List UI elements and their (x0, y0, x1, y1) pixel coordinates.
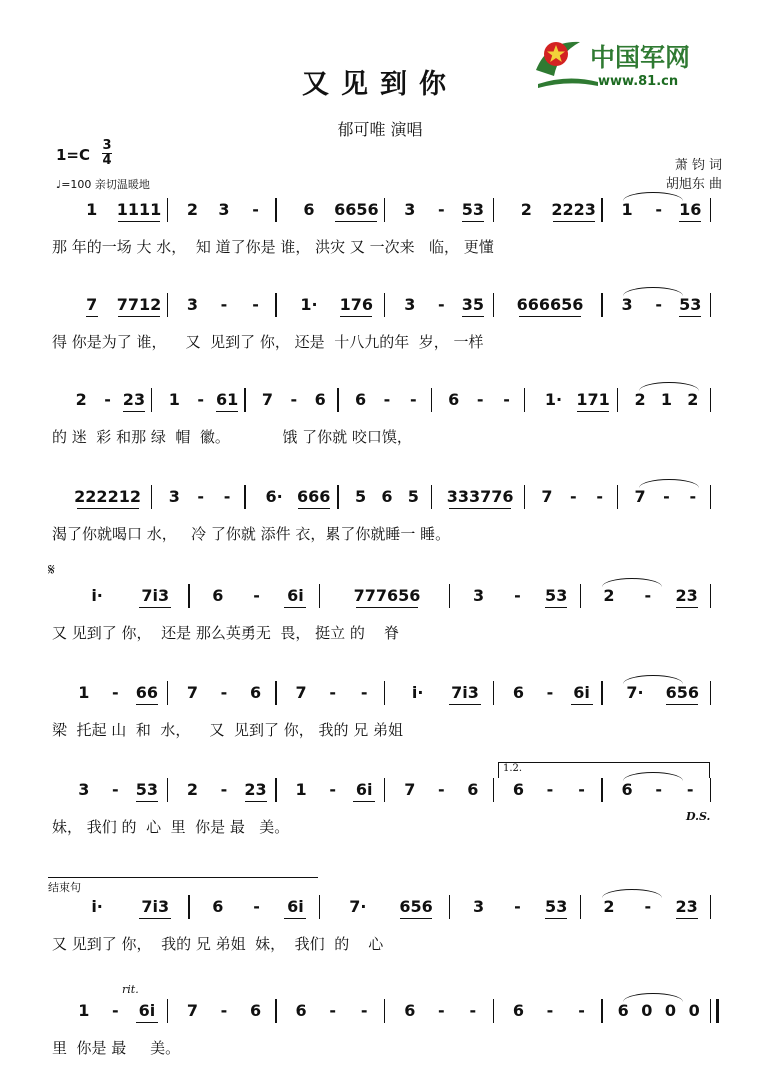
note: 6 (467, 780, 479, 799)
barline (384, 293, 385, 317)
note: 656 (665, 683, 700, 702)
score-row (0, 582, 760, 652)
barline (384, 778, 385, 802)
note: - (252, 295, 259, 314)
note: - (514, 586, 521, 605)
barline (601, 198, 602, 222)
note: - (663, 487, 670, 506)
ritardando-mark: rit. (122, 983, 139, 996)
note: 2 (520, 200, 532, 219)
note: 3 (473, 897, 485, 916)
barline (493, 198, 494, 222)
note: - (578, 780, 585, 799)
note: 53 (135, 780, 159, 799)
note: 171 (576, 390, 610, 409)
note: 2 (603, 586, 615, 605)
note: 6656 (334, 200, 379, 219)
singer-credit: 郁可唯 演唱 (337, 120, 423, 139)
barline (244, 485, 245, 509)
score-row (0, 291, 760, 361)
beam-line (284, 607, 306, 608)
note: - (220, 683, 228, 702)
notation-line (0, 679, 760, 709)
note: 222212 (74, 487, 141, 506)
note: 3 (78, 780, 90, 799)
notation-line (0, 196, 760, 226)
note: 0 (688, 1001, 700, 1020)
note: 23 (244, 780, 267, 799)
slur (623, 675, 683, 684)
note: - (253, 586, 260, 605)
note: 7 (86, 295, 98, 314)
note: - (438, 200, 445, 219)
beam-line (123, 411, 145, 412)
note: - (546, 1001, 554, 1020)
note: - (112, 780, 119, 799)
barline (710, 895, 711, 919)
note: 53 (545, 897, 568, 916)
note: - (655, 200, 662, 219)
note: - (383, 390, 391, 409)
note: 6i (287, 586, 304, 605)
time-signature-top: 3 (102, 138, 112, 153)
note: 61 (215, 390, 239, 409)
barline (275, 293, 276, 317)
dal-segno-mark: D.S. (686, 810, 711, 823)
barline (275, 198, 276, 222)
note: 176 (339, 295, 374, 314)
note: - (253, 897, 260, 916)
note: - (644, 586, 652, 605)
barline (337, 485, 338, 509)
score-row (0, 196, 760, 266)
note: - (546, 780, 554, 799)
note: 7 (261, 390, 274, 409)
barline (601, 681, 602, 705)
time-signature (102, 140, 112, 167)
note: - (578, 1001, 585, 1020)
note: 777656 (353, 586, 421, 605)
note: 666656 (516, 295, 584, 314)
note: - (655, 295, 662, 314)
barline (524, 388, 525, 412)
barline (617, 388, 618, 412)
note: - (569, 487, 577, 506)
barline (431, 485, 432, 509)
barline (151, 388, 152, 412)
beam-line (340, 316, 372, 317)
beam-line (136, 801, 158, 802)
note: - (329, 1001, 336, 1020)
score-row (0, 679, 760, 749)
note: 66 (135, 683, 159, 702)
slur (623, 287, 683, 296)
beam-line (676, 607, 698, 608)
slur (639, 382, 699, 391)
note: - (596, 487, 603, 506)
beam-line (545, 607, 567, 608)
note: - (438, 1001, 445, 1020)
note: 0 (641, 1001, 653, 1020)
lyric-line: 又 见到了 你， 我的 兄 弟姐 妹， 我们 的 心 (52, 935, 384, 953)
note: 7 (404, 780, 416, 799)
logo-url: www.81.cn (598, 74, 679, 89)
note: 6 (512, 1001, 525, 1020)
note: 6 (512, 780, 525, 799)
logo-name: 中国军网 (590, 43, 691, 72)
note: 3 (168, 487, 180, 506)
note: 1· (300, 295, 318, 314)
beam-line (449, 704, 481, 705)
note: 23 (675, 897, 698, 916)
beam-line (335, 221, 377, 222)
lyric-line: 里 你是 最 美。 (52, 1039, 181, 1057)
beam-line (676, 918, 698, 919)
barline (167, 999, 168, 1023)
beam-line (462, 221, 484, 222)
barline (524, 485, 525, 509)
composer-credit: 胡旭东 曲 (665, 177, 722, 192)
ending-section-label: 结束句 (48, 877, 318, 895)
note: 3 (186, 295, 199, 314)
beam-line (400, 918, 432, 919)
beam-line (553, 221, 595, 222)
barline (493, 681, 494, 705)
notation-line (0, 483, 760, 513)
note: 7i3 (141, 897, 170, 916)
note: - (220, 780, 228, 799)
notation-line (0, 386, 760, 416)
beam-line (679, 316, 701, 317)
note: 1 (78, 683, 90, 702)
note: 6 (448, 390, 460, 409)
note: 2 (603, 897, 615, 916)
note: 0 (664, 1001, 677, 1020)
note: - (223, 487, 231, 506)
barline (710, 485, 711, 509)
slur (602, 578, 662, 587)
note: i· (411, 683, 424, 702)
note: 1 (660, 390, 672, 409)
note: 6 (404, 1001, 416, 1020)
beam-line (118, 221, 160, 222)
barline (431, 388, 432, 412)
score-row (0, 776, 760, 846)
note: 1 (295, 780, 307, 799)
note: - (197, 487, 205, 506)
note: 6 (621, 780, 633, 799)
notation-line (0, 893, 760, 923)
note: 3 (621, 295, 633, 314)
note: - (655, 780, 662, 799)
barline (244, 388, 245, 412)
beam-line (216, 411, 238, 412)
beam-line (462, 316, 484, 317)
barline (601, 999, 602, 1023)
note: 7· (349, 897, 367, 916)
note: 6 (249, 1001, 262, 1020)
note: 6 (355, 390, 367, 409)
beam-line (139, 607, 171, 608)
slur (623, 993, 683, 1002)
note: - (360, 1001, 368, 1020)
note: - (329, 683, 336, 702)
note: 6 (381, 487, 393, 506)
note: 1 (621, 200, 633, 219)
note: 5 (355, 487, 367, 506)
beam-line (139, 918, 171, 919)
note: 7 (186, 1001, 199, 1020)
barline (710, 681, 711, 705)
score-row (0, 483, 760, 553)
barline (275, 999, 276, 1023)
notation-line (0, 291, 760, 321)
barline (167, 198, 168, 222)
barline (319, 584, 320, 608)
note: - (438, 295, 445, 314)
note: 6 (303, 200, 315, 219)
lyric-line: 得 你是为了 谁， 又 见到了 你， 还是 十八九的年 岁， 一样 (52, 333, 484, 351)
note: 6i (287, 897, 304, 916)
note: 2 (75, 390, 87, 409)
score-row (0, 893, 760, 963)
note: - (503, 390, 510, 409)
note: - (469, 1001, 477, 1020)
notation-line (0, 582, 760, 612)
note: - (290, 390, 298, 409)
beam-line (449, 508, 511, 509)
lyric-line: 的 迷 彩 和那 绿 帽 徽。 饿 了你就 咬口馍， (52, 428, 412, 446)
note: 7712 (116, 295, 162, 314)
barline (617, 485, 618, 509)
note: 53 (545, 586, 568, 605)
beam-line (353, 801, 375, 802)
note: 7· (626, 683, 644, 702)
note: 16 (679, 200, 702, 219)
note: - (104, 390, 111, 409)
volta-label: 1.2. (503, 763, 523, 774)
barline (710, 198, 711, 222)
notation-line (0, 997, 760, 1027)
note: 2 (186, 200, 199, 219)
note: 1111 (116, 200, 162, 219)
note: - (329, 780, 336, 799)
beam-line (679, 221, 701, 222)
lyric-line: 梁 托起 山 和 水， 又 见到了 你， 我的 兄 弟姐 (52, 721, 404, 739)
barline (167, 293, 168, 317)
note: 1 (78, 1001, 90, 1020)
barline (493, 999, 494, 1023)
lyric-line: 妹， 我们 的 心 里 你是 最 美。 (52, 818, 290, 836)
note: 2 (186, 780, 199, 799)
barline (710, 778, 711, 802)
note: 7 (634, 487, 646, 506)
note: - (689, 487, 697, 506)
note: i· (91, 897, 103, 916)
note: - (360, 683, 368, 702)
note: 2223 (551, 200, 596, 219)
note: - (220, 295, 228, 314)
beam-line (118, 316, 160, 317)
barline (384, 681, 385, 705)
note: 7i3 (141, 586, 170, 605)
note: - (514, 897, 521, 916)
note: 3 (404, 200, 416, 219)
score-row (0, 997, 760, 1067)
final-barline (716, 999, 719, 1023)
note: 6 (295, 1001, 307, 1020)
barline (151, 485, 152, 509)
note: - (252, 200, 259, 219)
note: - (410, 390, 417, 409)
barline (167, 681, 168, 705)
note: - (546, 683, 554, 702)
note: 6 (212, 586, 224, 605)
note: 23 (122, 390, 146, 409)
note: - (197, 390, 205, 409)
note: 5 (407, 487, 419, 506)
barline (449, 584, 450, 608)
barline (167, 778, 168, 802)
barline (449, 895, 450, 919)
note: 2 (634, 390, 646, 409)
barline (601, 778, 602, 802)
note: - (112, 683, 119, 702)
lyricist-credit: 萧 钧 词 (674, 158, 722, 173)
note: 1 (86, 200, 98, 219)
barline (710, 584, 711, 608)
note: 666 (296, 487, 331, 506)
note: 6 (617, 1001, 629, 1020)
barline (319, 895, 320, 919)
lyric-line: 渴了你就喝口 水， 冷 了你就 添件 衣，累了你就睡一 睡。 (52, 525, 451, 543)
note: 656 (399, 897, 433, 916)
note: 6i (355, 780, 373, 799)
barline (275, 681, 276, 705)
song-title: 又见到你 (302, 69, 458, 100)
beam-line (571, 704, 593, 705)
beam-line (298, 508, 330, 509)
note: - (686, 780, 694, 799)
note: - (438, 780, 445, 799)
barline (337, 388, 338, 412)
note: 3 (404, 295, 416, 314)
note: 23 (675, 586, 698, 605)
tempo-marking: ♩=100 亲切温暖地 (56, 178, 150, 191)
barline (601, 293, 602, 317)
barline (188, 584, 189, 608)
beam-line (77, 508, 139, 509)
note: i· (91, 586, 103, 605)
barline (188, 895, 189, 919)
note: - (644, 897, 652, 916)
beam-line (245, 801, 267, 802)
beam-line (519, 316, 581, 317)
note: - (112, 1001, 119, 1020)
note: 6 (512, 683, 525, 702)
barline (580, 584, 581, 608)
note: 7i3 (451, 683, 479, 702)
note: - (220, 1001, 228, 1020)
note: 7 (186, 683, 199, 702)
barline (384, 999, 385, 1023)
barline (493, 293, 494, 317)
slur (623, 192, 683, 201)
slur (639, 479, 699, 488)
note: 3 (218, 200, 230, 219)
note: 7 (541, 487, 553, 506)
notation-line (0, 776, 760, 806)
barline (493, 778, 494, 802)
barline (710, 388, 711, 412)
barline (710, 293, 711, 317)
note: 6· (265, 487, 283, 506)
note: 6i (573, 683, 590, 702)
note: 3 (473, 586, 485, 605)
note: 53 (461, 200, 485, 219)
note: 35 (461, 295, 485, 314)
score-row (0, 386, 760, 456)
barline (384, 198, 385, 222)
note: 333776 (446, 487, 514, 506)
lyric-line: 又 见到了 你， 还是 那么英勇无 畏， 挺立 的 脊 (52, 624, 399, 642)
beam-line (545, 918, 567, 919)
beam-line (136, 1022, 158, 1023)
slur (602, 889, 662, 898)
note: 7 (295, 683, 307, 702)
note: 1 (168, 390, 180, 409)
beam-line (86, 316, 98, 317)
note: 6 (249, 683, 262, 702)
beam-line (136, 704, 158, 705)
note: 6i (138, 1001, 156, 1020)
time-signature-bottom: 4 (102, 153, 112, 168)
key-signature: 1=C (56, 146, 91, 164)
beam-line (666, 704, 698, 705)
note: 1· (544, 390, 563, 409)
barline (275, 778, 276, 802)
note: 6 (212, 897, 224, 916)
beam-line (356, 607, 418, 608)
beam-line (577, 411, 609, 412)
beam-line (284, 918, 306, 919)
note: 6 (314, 390, 326, 409)
barline (580, 895, 581, 919)
note: 2 (687, 390, 699, 409)
note: - (476, 390, 484, 409)
segno-sign: 𝄋 (48, 560, 55, 579)
lyric-line: 那 年的一场 大 水， 知 道了你是 谁， 洪灾 又 一次来 临， 更懂 (52, 238, 494, 256)
barline (710, 999, 711, 1023)
note: 53 (679, 295, 702, 314)
